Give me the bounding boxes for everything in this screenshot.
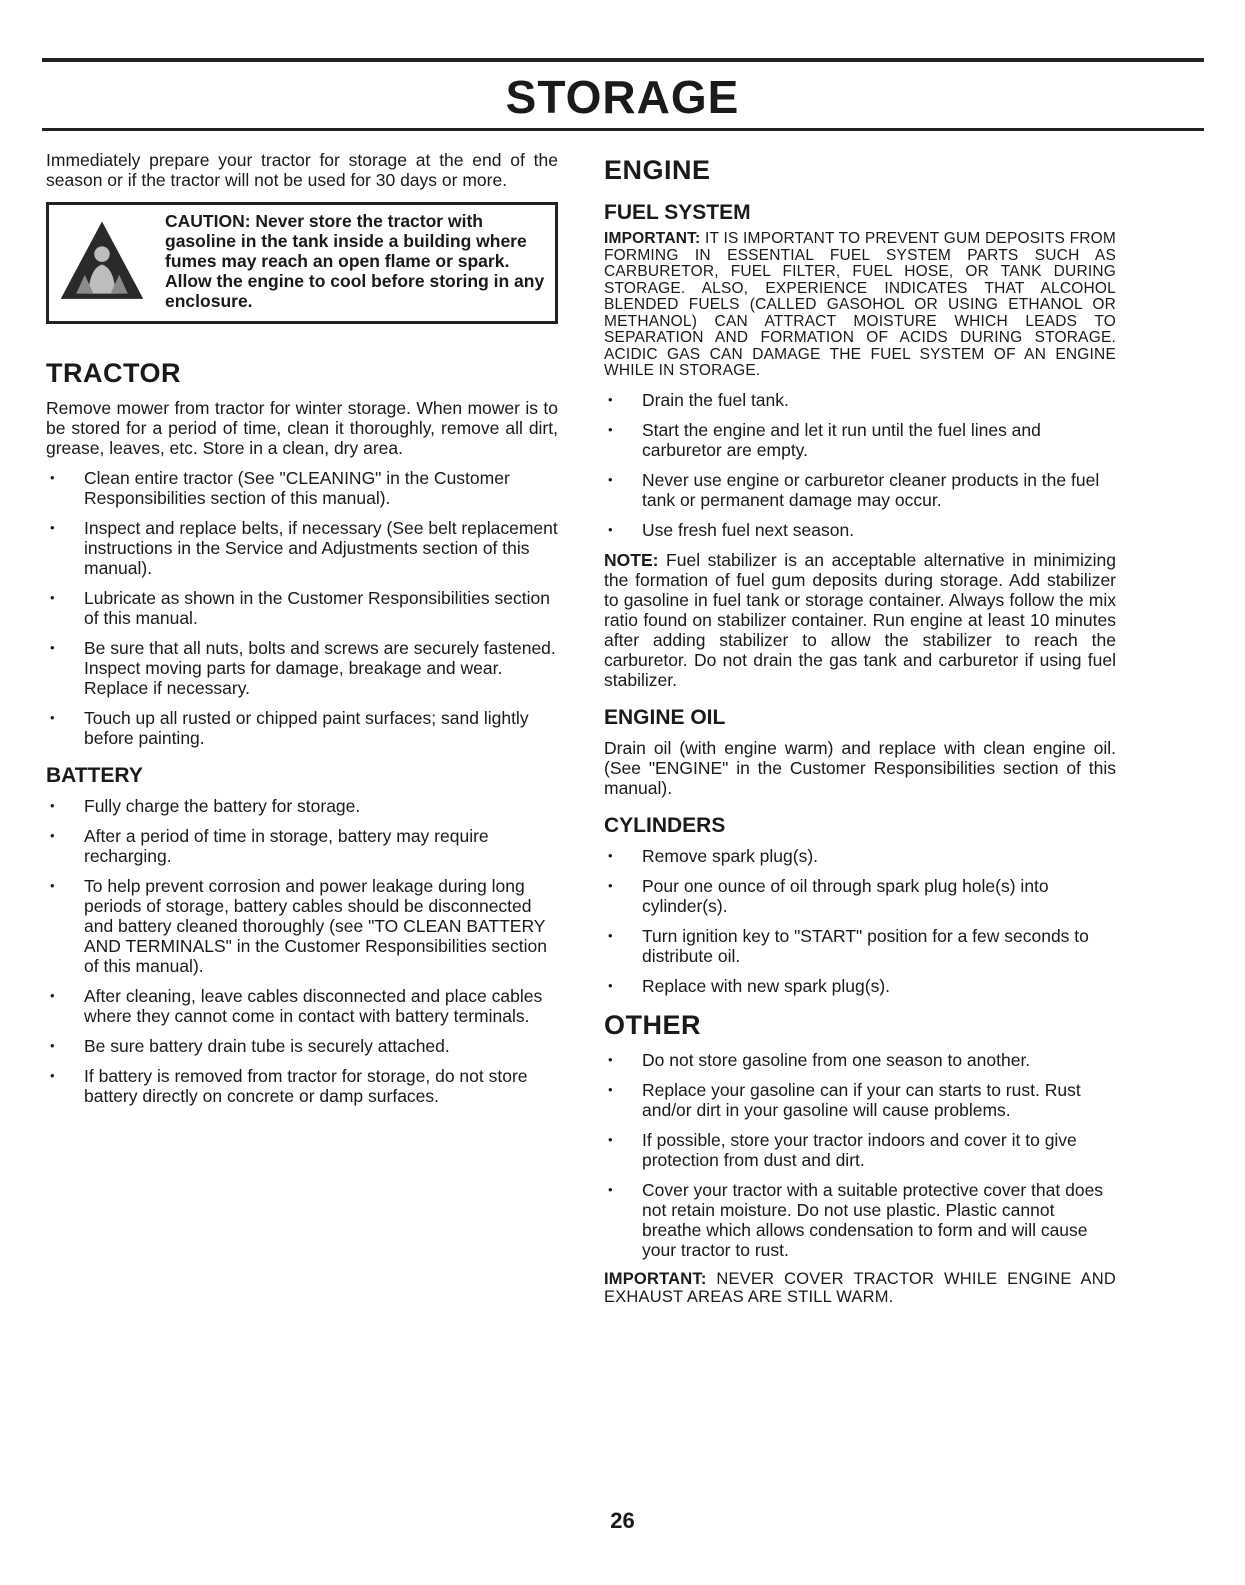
tractor-list — [46, 468, 558, 748]
bullet-icon: • — [608, 927, 613, 943]
bullet-icon: • — [50, 520, 55, 535]
bullet-icon: • — [50, 640, 55, 655]
tractor-heading: TRACTOR — [46, 358, 181, 388]
list-item: • Use fresh fuel next season. — [608, 519, 855, 540]
battery-list — [46, 796, 558, 1106]
list-item: • Do not store gasoline from one season to another. — [608, 1049, 1031, 1070]
list-item: • Remove spark plug(s). — [608, 845, 819, 866]
bullet-icon: • — [608, 1131, 613, 1147]
cylinders-heading: CYLINDERS — [604, 813, 726, 837]
intro-paragraph: Immediately prepare your tractor for storage at the end of the season or if the tractor will not be used for 30 days or more. — [46, 150, 558, 190]
list-item: • If battery is removed from tractor for storage, do not store battery directly on concrete or damp surfaces. — [50, 1066, 528, 1106]
cylinders-list — [604, 846, 1116, 996]
list-item: • Start the engine and let it run until the fuel lines and carburetor are empty. — [608, 419, 1041, 460]
bullet-icon: • — [50, 710, 55, 725]
bullet-icon: • — [608, 391, 613, 407]
top-rule — [42, 58, 1204, 62]
bullet-icon: • — [50, 470, 55, 485]
list-item: • Inspect and replace belts, if necessary (See belt replacement instructions in the Service and Adjustments section of this manual). — [50, 518, 558, 578]
caution-text: CAUTION: Never store the tractor with gasoline in the tank inside a building where fumes may reach an open flame or spark. Allow the engine to cool before storing in any enclosure. — [165, 211, 545, 311]
left-column — [46, 150, 558, 1116]
list-item: • To help prevent corrosion and power leakage during long periods of storage, battery cables should be disconnected and battery cleaned thoroughly (see "TO CLEAN BATTERY AND TERMINALS" in the Customer Responsibilities section of this manual). — [50, 876, 548, 976]
list-item: • Drain the fuel tank. — [608, 389, 789, 410]
bullet-icon: • — [50, 1068, 55, 1083]
bullet-icon: • — [50, 828, 55, 843]
engine-oil-paragraph: Drain oil (with engine warm) and replace with clean engine oil. (See "ENGINE" in the Customer Responsibilities section of this manual). — [604, 737, 1116, 798]
list-item: • After cleaning, leave cables disconnected and place cables where they cannot come in contact with battery terminals. — [50, 986, 543, 1026]
list-item: • Be sure that all nuts, bolts and screws are securely fastened. Inspect moving parts for damage, breakage and wear. Replace if necessary. — [50, 638, 556, 698]
page-number: 26 — [610, 1508, 635, 1533]
title-rule — [42, 128, 1204, 131]
list-item: • Turn ignition key to "START" position for a few seconds to distribute oil. — [608, 925, 1089, 966]
bullet-icon: • — [50, 1038, 55, 1053]
other-list — [604, 1050, 1116, 1260]
battery-heading: BATTERY — [46, 764, 143, 787]
list-item: • Never use engine or carburetor cleaner products in the fuel tank or permanent damage may occur. — [608, 469, 1100, 510]
bullet-icon: • — [608, 877, 613, 893]
page-title: STORAGE — [505, 71, 740, 123]
bullet-icon: • — [608, 1081, 613, 1097]
warning-triangle-icon — [59, 218, 145, 304]
list-item: • Touch up all rusted or chipped paint surfaces; sand lightly before painting. — [50, 708, 529, 748]
fuel-system-heading: FUEL SYSTEM — [604, 201, 751, 224]
list-item: • Cover your tractor with a suitable protective cover that does not retain moisture. Do not use plastic. Plastic cannot breathe which allows condensation to form and will cause your tractor to rust. — [608, 1179, 1104, 1260]
caution-box — [46, 202, 558, 324]
fuel-note: NOTE: Fuel stabilizer is an acceptable alternative in minimizing the formation of fuel gum deposits during storage. Add stabilizer to gasoline in fuel tank or storage container. Always follow the mix ratio found on stabilizer container. Run engine at least 10 minutes after adding stabilizer to allow the stabilizer to reach the carburetor. Do not drain the gas tank and carburetor if using fuel stabilizer. — [604, 549, 1116, 690]
list-item: • Be sure battery drain tube is securely attached. — [50, 1036, 450, 1056]
fuel-important-notice: IMPORTANT: IT IS IMPORTANT TO PREVENT GUM DEPOSITS FROM FORMING IN ESSENTIAL FUEL SYSTEM PARTS SUCH AS CARBURETOR, FUEL FILTER, FUEL HOSE, OR TANK DURING STORAGE. ALSO, EXPERIENCE INDICATES THAT ALCOHOL BLENDED FUELS (CALLED GASOHOL OR USING ETHANOL OR METHANOL) CAN ATTRACT MOISTURE WHICH LEADS TO SEPARATION AND FORMATION OF ACIDS DURING STORAGE. ACIDIC GAS CAN DAMAGE THE FUEL SYSTEM OF AN ENGINE WHILE IN STORAGE. — [604, 230, 1116, 379]
list-item: • Fully charge the battery for storage. — [50, 796, 361, 816]
bullet-icon: • — [608, 521, 613, 537]
bullet-icon: • — [608, 977, 613, 993]
list-item: • If possible, store your tractor indoors and cover it to give protection from dust and dirt. — [608, 1129, 1077, 1170]
list-item: • Replace with new spark plug(s). — [608, 975, 891, 996]
list-item: • Lubricate as shown in the Customer Responsibilities section of this manual. — [50, 588, 550, 628]
list-item: • After a period of time in storage, battery may require recharging. — [50, 826, 489, 866]
other-heading: OTHER — [604, 1009, 701, 1040]
fuel-list — [604, 390, 1116, 540]
engine-oil-heading: ENGINE OIL — [604, 705, 726, 729]
bullet-icon: • — [608, 421, 613, 437]
bullet-icon: • — [50, 590, 55, 605]
bullet-icon: • — [50, 798, 55, 813]
list-item: • Replace your gasoline can if your can starts to rust. Rust and/or dirt in your gasoline will cause problems. — [608, 1079, 1081, 1120]
engine-heading: ENGINE — [604, 155, 711, 185]
tractor-paragraph: Remove mower from tractor for winter storage. When mower is to be stored for a period of time, clean it thoroughly, remove all dirt, grease, leaves, etc. Store in a clean, dry area. — [46, 398, 558, 458]
right-column — [604, 155, 1116, 1316]
bullet-icon: • — [50, 988, 55, 1003]
other-important-notice: IMPORTANT: NEVER COVER TRACTOR WHILE ENGINE AND EXHAUST AREAS ARE STILL WARM. — [604, 1269, 1116, 1306]
list-item: • Clean entire tractor (See "CLEANING" in the Customer Responsibilities section of this manual). — [50, 468, 510, 508]
bullet-icon: • — [608, 847, 613, 863]
bullet-icon: • — [50, 878, 55, 893]
list-item: • Pour one ounce of oil through spark plug hole(s) into cylinder(s). — [608, 875, 1049, 916]
bullet-icon: • — [608, 1181, 613, 1197]
bullet-icon: • — [608, 471, 613, 487]
bullet-icon: • — [608, 1051, 613, 1067]
